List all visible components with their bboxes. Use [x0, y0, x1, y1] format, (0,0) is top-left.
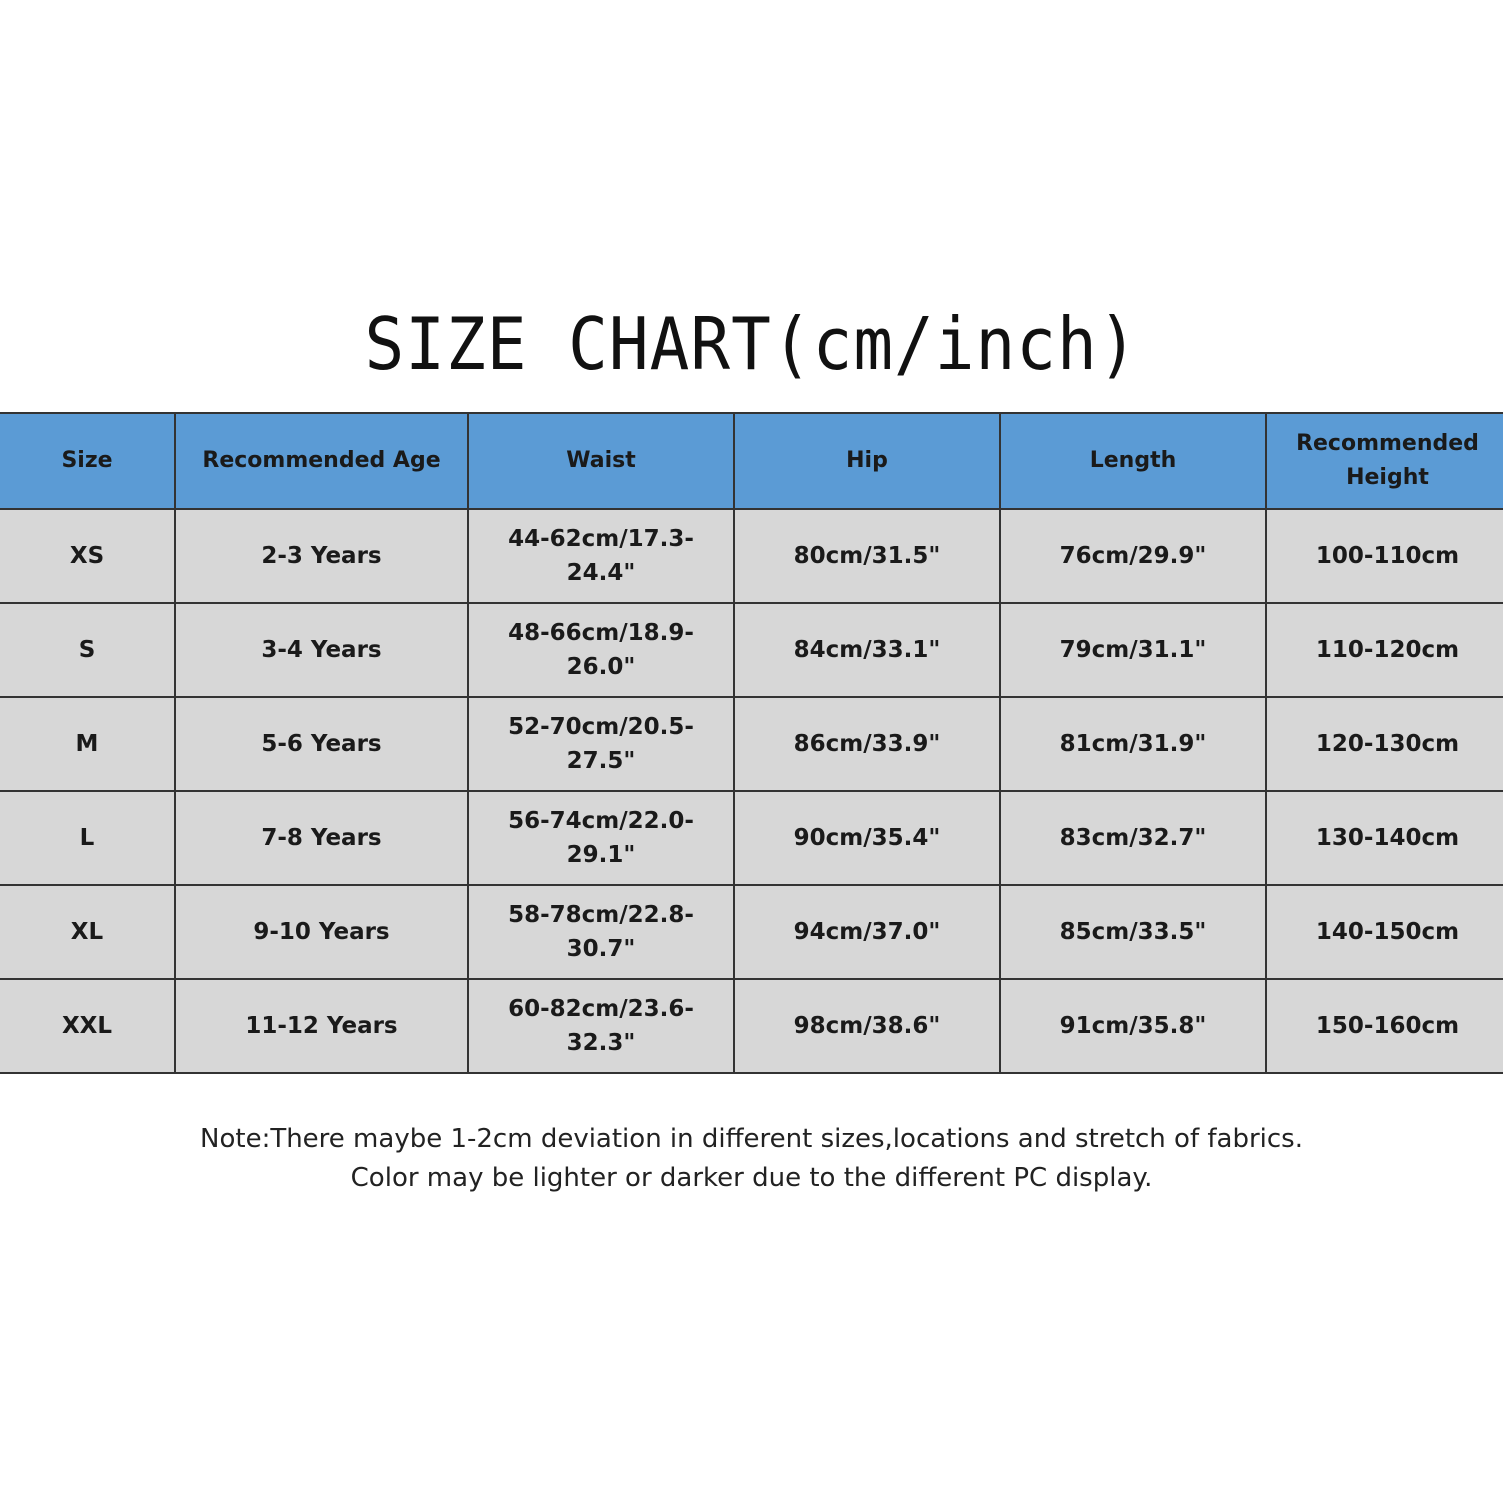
- cell-height: 130-140cm: [1266, 791, 1503, 885]
- note-line-2: Color may be lighter or darker due to the different PC display.: [350, 1163, 1153, 1193]
- table-row: [0, 603, 1503, 697]
- cell-waist: 56-74cm/22.0-29.1": [468, 791, 734, 885]
- cell-waist: 52-70cm/20.5-27.5": [468, 697, 734, 791]
- table-row: [0, 509, 1503, 603]
- cell-age: 2-3 Years: [175, 509, 468, 603]
- cell-length: 91cm/35.8": [1000, 979, 1266, 1073]
- size-chart-title: SIZE CHART(cm/inch): [364, 302, 1139, 387]
- cell-size: L: [0, 791, 175, 885]
- cell-hip: 94cm/37.0": [734, 885, 1000, 979]
- cell-length: 83cm/32.7": [1000, 791, 1266, 885]
- cell-hip: 86cm/33.9": [734, 697, 1000, 791]
- cell-height: 120-130cm: [1266, 697, 1503, 791]
- cell-size: XL: [0, 885, 175, 979]
- note-line-1: Note:There maybe 1-2cm deviation in different sizes,locations and stretch of fabrics.: [200, 1124, 1303, 1154]
- cell-size: M: [0, 697, 175, 791]
- table-row: [0, 979, 1503, 1073]
- cell-length: 79cm/31.1": [1000, 603, 1266, 697]
- cell-size: XXL: [0, 979, 175, 1073]
- header-recommended-age: Recommended Age: [175, 413, 468, 509]
- header-hip: Hip: [734, 413, 1000, 509]
- cell-size: S: [0, 603, 175, 697]
- header-waist: Waist: [468, 413, 734, 509]
- cell-height: 100-110cm: [1266, 509, 1503, 603]
- cell-age: 5-6 Years: [175, 697, 468, 791]
- cell-age: 3-4 Years: [175, 603, 468, 697]
- note-text: [0, 1120, 1503, 1198]
- cell-height: 140-150cm: [1266, 885, 1503, 979]
- size-table: [0, 412, 1503, 1074]
- cell-waist: 60-82cm/23.6-32.3": [468, 979, 734, 1073]
- cell-length: 76cm/29.9": [1000, 509, 1266, 603]
- cell-hip: 80cm/31.5": [734, 509, 1000, 603]
- cell-age: 9-10 Years: [175, 885, 468, 979]
- cell-length: 85cm/33.5": [1000, 885, 1266, 979]
- cell-waist: 44-62cm/17.3-24.4": [468, 509, 734, 603]
- header-size: Size: [0, 413, 175, 509]
- cell-size: XS: [0, 509, 175, 603]
- cell-length: 81cm/31.9": [1000, 697, 1266, 791]
- cell-waist: 58-78cm/22.8-30.7": [468, 885, 734, 979]
- cell-hip: 90cm/35.4": [734, 791, 1000, 885]
- cell-height: 110-120cm: [1266, 603, 1503, 697]
- table-row: [0, 697, 1503, 791]
- cell-hip: 98cm/38.6": [734, 979, 1000, 1073]
- header-recommended-height: Recommended Height: [1266, 413, 1503, 509]
- cell-age: 7-8 Years: [175, 791, 468, 885]
- header-length: Length: [1000, 413, 1266, 509]
- cell-age: 11-12 Years: [175, 979, 468, 1073]
- table-row: [0, 791, 1503, 885]
- cell-hip: 84cm/33.1": [734, 603, 1000, 697]
- cell-height: 150-160cm: [1266, 979, 1503, 1073]
- cell-waist: 48-66cm/18.9-26.0": [468, 603, 734, 697]
- table-header-row: [0, 413, 1503, 509]
- table-row: [0, 885, 1503, 979]
